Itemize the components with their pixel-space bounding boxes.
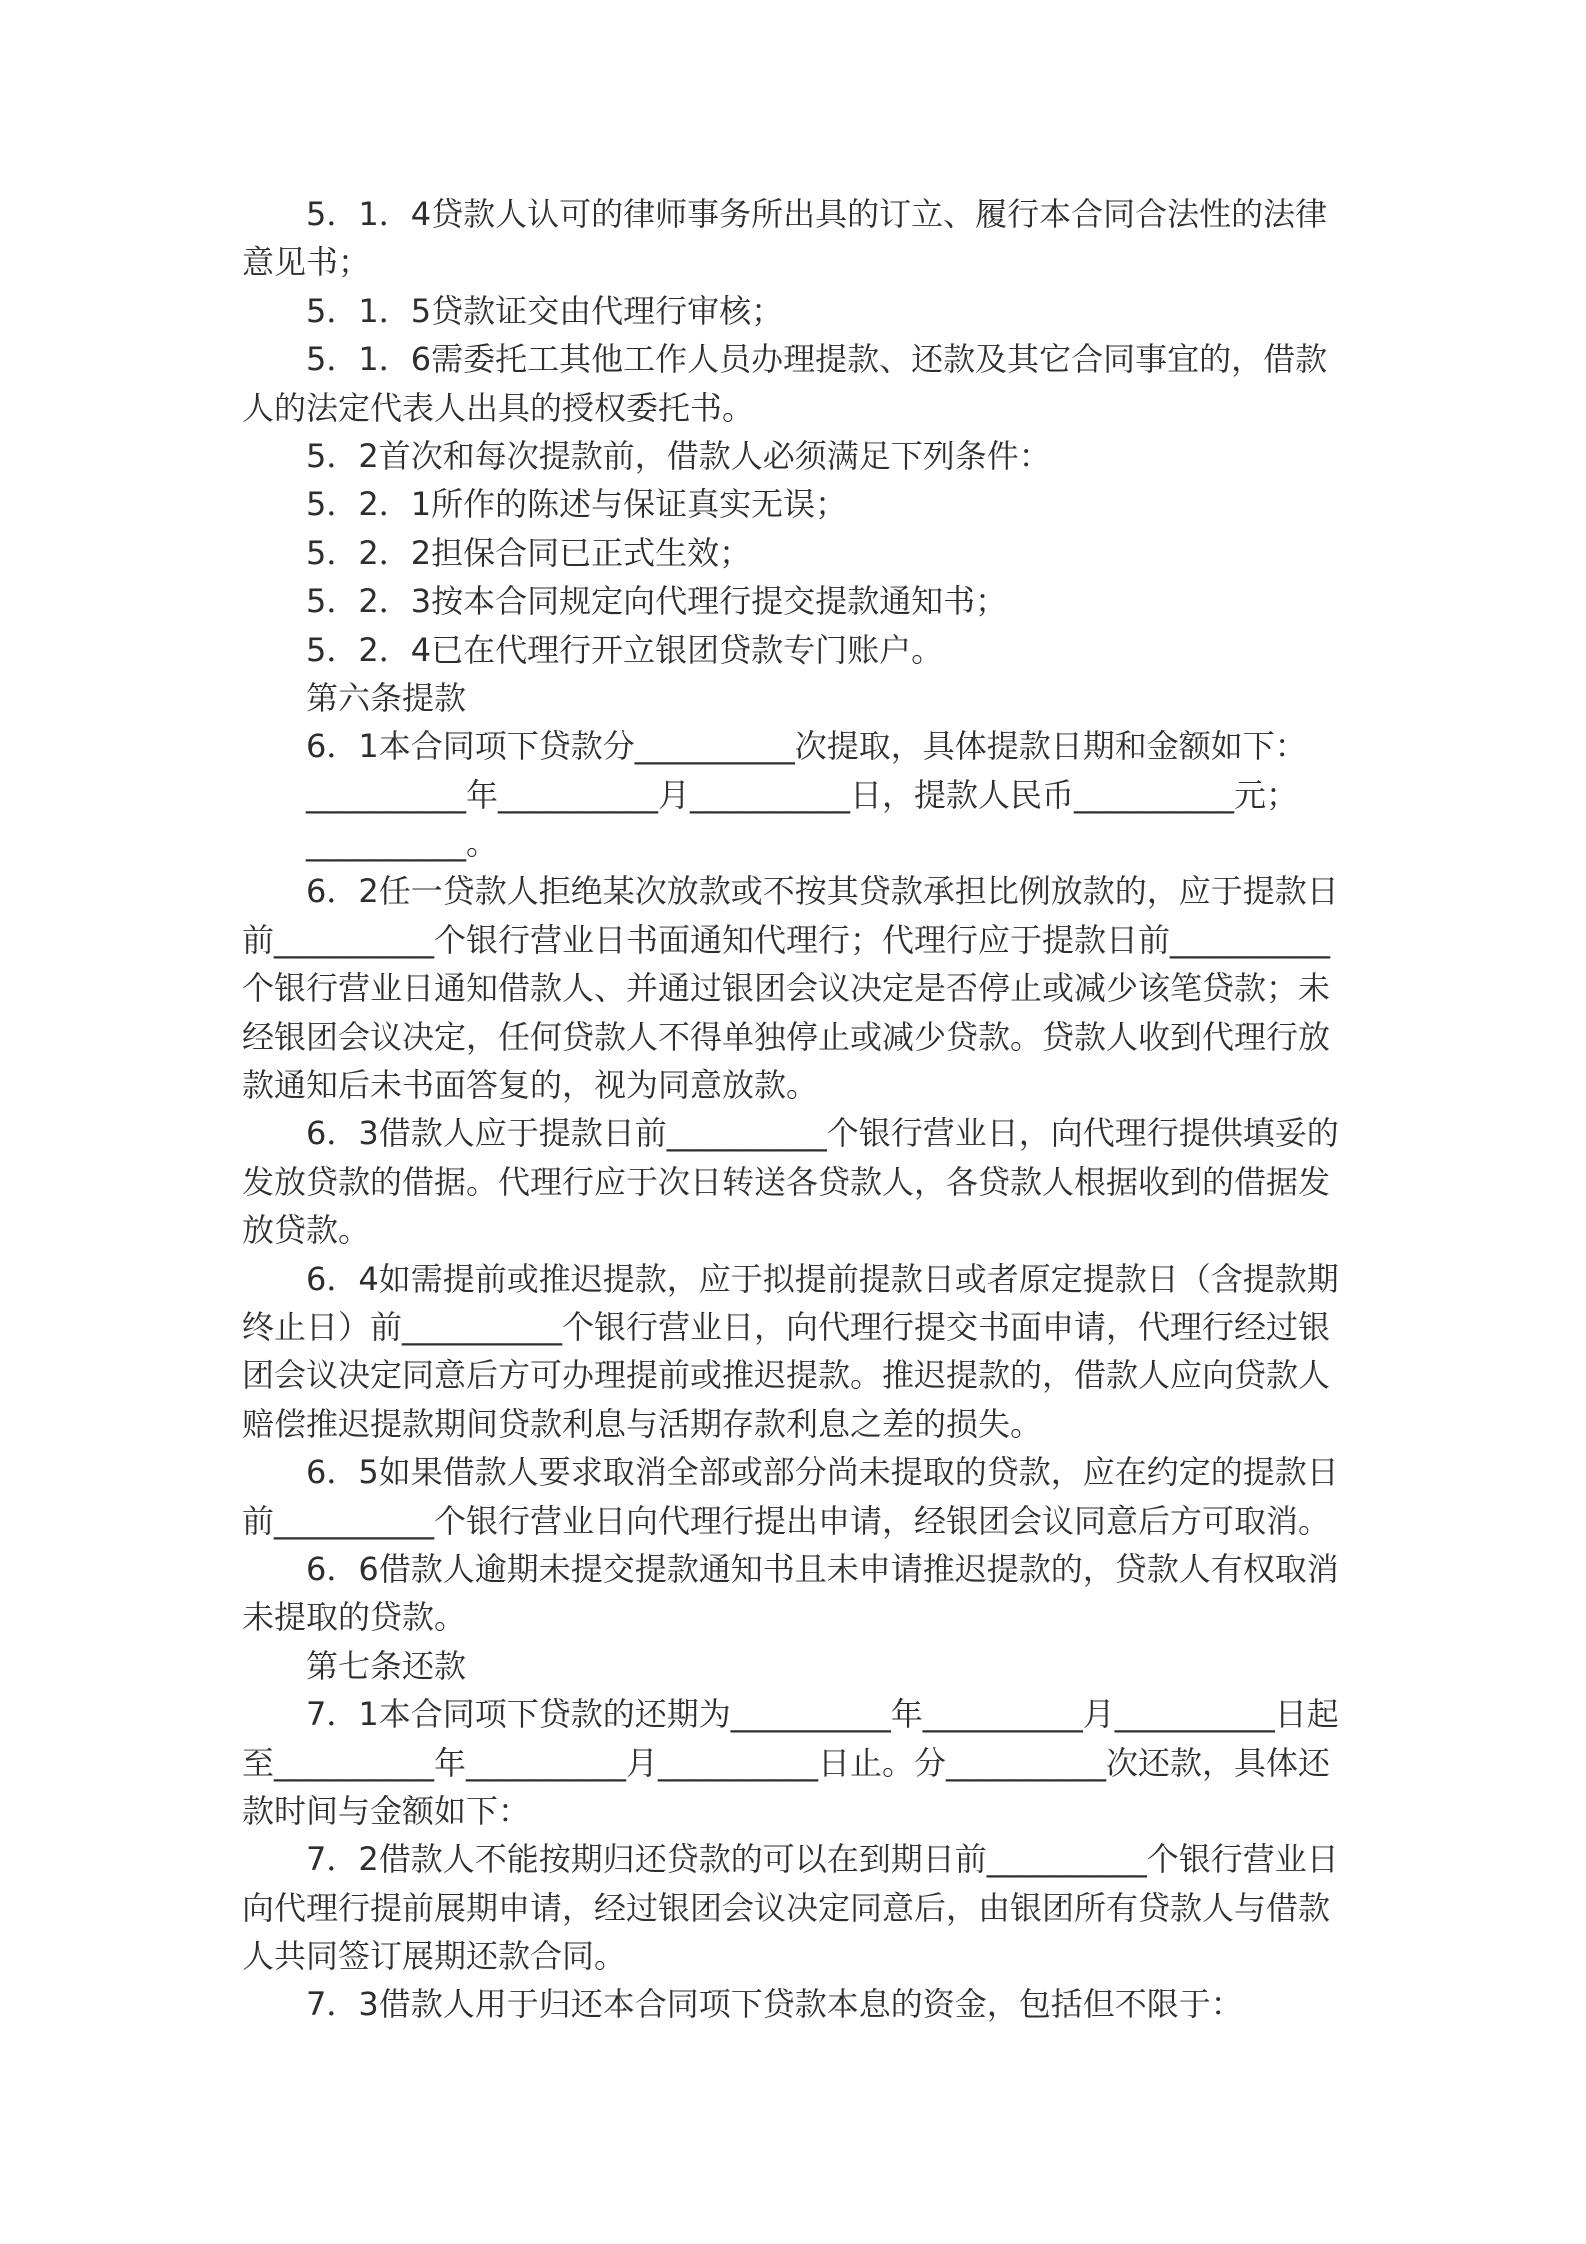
text-line: 团会议决定同意后方可办理提前或推迟提款。推迟提款的，借款人应向贷款人 [242, 1356, 1331, 1395]
paragraph [242, 529, 1362, 577]
text-line: 6．2任一贷款人拒绝某次放款或不按其贷款承担比例放款的，应于提款日 [306, 872, 1339, 911]
text-line: 意见书； [242, 243, 371, 282]
text-line: 人共同签订展期还款合同。 [242, 1937, 627, 1976]
text-line: 赔偿推迟提款期间贷款利息与活期存款利息之差的损失。 [242, 1404, 1043, 1443]
text-line: 终止日）前__________个银行营业日，向代理行提交书面申请，代理行经过银 [242, 1307, 1331, 1346]
text-line: 5．1．5贷款证交由代理行审核； [306, 291, 784, 330]
paragraph [242, 1690, 1362, 1835]
text-line: 5．2．3按本合同规定向代理行提交提款通知书； [306, 582, 1008, 621]
paragraph [242, 1980, 1362, 2028]
paragraph [242, 1642, 1362, 1690]
paragraph [242, 335, 1362, 432]
paragraph [242, 480, 1362, 528]
text-line: 款时间与金额如下： [242, 1791, 531, 1830]
paragraph [242, 1448, 1362, 1545]
text-line: 6．6借款人逾期未提交提款通知书且未申请推迟提款的，贷款人有权取消 [306, 1549, 1339, 1588]
paragraph [242, 771, 1362, 819]
paragraph [242, 867, 1362, 1109]
text-line: 经银团会议决定，任何贷款人不得单独停止或减少贷款。贷款人收到代理行放 [242, 1017, 1331, 1056]
text-line: 发放贷款的借据。代理行应于次日转送各贷款人，各贷款人根据收到的借据发 [242, 1162, 1331, 1201]
text-line: 5．1．6需委托工其他工作人员办理提款、还款及其它合同事宜的，借款 [306, 340, 1328, 379]
paragraph [242, 626, 1362, 674]
text-line: 6．1本合同项下贷款分__________次提取，具体提款日期和金额如下： [306, 727, 1307, 766]
text-line: 5．1．4贷款人认可的律师事务所出具的订立、履行本合同合法性的法律 [306, 195, 1328, 233]
text-line: __________年__________月__________日，提款人民币__________元； [306, 775, 1299, 814]
text-line: 第六条提款 [306, 678, 467, 717]
paragraph [242, 819, 1362, 867]
text-line: 个银行营业日通知借款人、并通过银团会议决定是否停止或减少该笔贷款；未 [242, 969, 1331, 1008]
document-body [242, 190, 1362, 2029]
text-line: 前__________个银行营业日书面通知代理行；代理行应于提款日前__________ [242, 920, 1331, 959]
paragraph [242, 1255, 1362, 1449]
paragraph [242, 190, 1362, 287]
text-line: 前__________个银行营业日向代理行提出申请，经银团会议同意后方可取消。 [242, 1501, 1331, 1540]
text-line: 款通知后未书面答复的，视为同意放款。 [242, 1066, 819, 1105]
paragraph [242, 722, 1362, 770]
text-line: 7．1本合同项下贷款的还期为__________年__________月__________日起 [306, 1695, 1339, 1734]
text-line: 未提取的贷款。 [242, 1598, 467, 1637]
text-line: 6．3借款人应于提款日前__________个银行营业日，向代理行提供填妥的 [306, 1114, 1339, 1153]
text-line: 放贷款。 [242, 1211, 371, 1250]
text-line: 向代理行提前展期申请，经过银团会议决定同意后，由银团所有贷款人与借款 [242, 1888, 1331, 1927]
text-line: 至__________年__________月__________日止。分__________次还款，具体还 [242, 1743, 1331, 1782]
paragraph [242, 674, 1362, 722]
text-line: __________。 [306, 824, 499, 863]
text-line: 5．2．4已在代理行开立银团贷款专门账户。 [306, 630, 944, 669]
text-line: 5．2．1所作的陈述与保证真实无误； [306, 485, 848, 524]
paragraph [242, 1835, 1362, 1980]
text-line: 5．2首次和每次提款前，借款人必须满足下列条件： [306, 436, 1051, 475]
text-line: 7．2借款人不能按期归还贷款的可以在到期日前__________个银行营业日 [306, 1840, 1339, 1879]
paragraph [242, 577, 1362, 625]
paragraph [242, 287, 1362, 335]
text-line: 6．4如需提前或推迟提款，应于拟提前提款日或者原定提款日（含提款期 [306, 1259, 1339, 1298]
paragraph [242, 432, 1362, 480]
paragraph [242, 1545, 1362, 1642]
text-line: 6．5如果借款人要求取消全部或部分尚未提取的贷款，应在约定的提款日 [306, 1453, 1339, 1492]
text-line: 人的法定代表人出具的授权委托书。 [242, 388, 755, 427]
paragraph [242, 1109, 1362, 1254]
text-line: 7．3借款人用于归还本合同项下贷款本息的资金，包括但不限于： [306, 1985, 1243, 2024]
text-line: 第七条还款 [306, 1646, 467, 1685]
text-line: 5．2．2担保合同已正式生效； [306, 533, 752, 572]
